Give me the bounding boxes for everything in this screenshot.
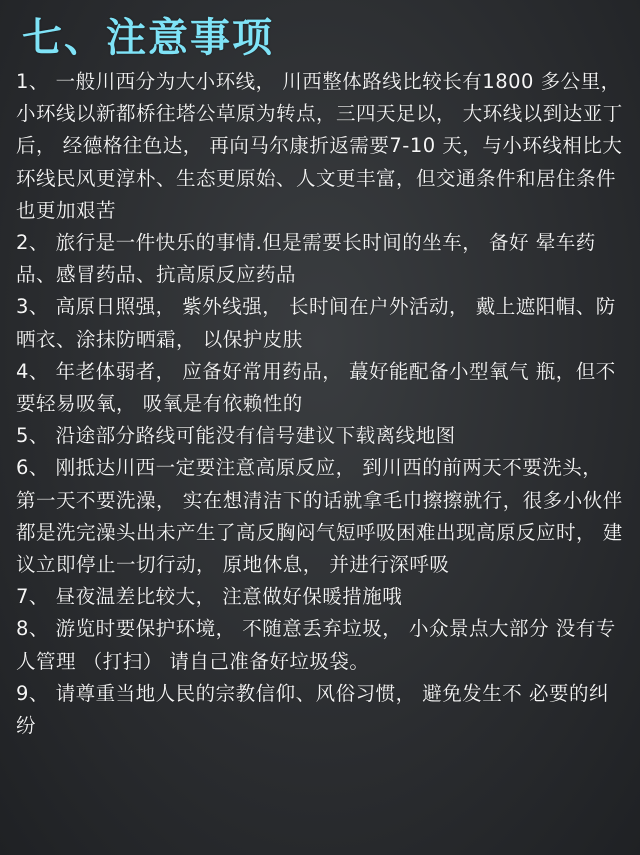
note-item-7: 7、 昼夜温差比较大， 注意做好保暖措施哦: [16, 585, 403, 609]
note-item-3: 3、 高原日照强， 紫外线强， 长时间在户外活动， 戴上遮阳帽、防晒衣、涂抹防晒霜， 以保护皮肤: [16, 295, 616, 351]
notes-list: [16, 66, 626, 742]
note-item-8: 8、 游览时要保护环境， 不随意丢弃垃圾， 小众景点大部分 没有专人管理 （打扫） 请自己准备好垃圾袋。: [16, 617, 616, 673]
note-item-6: 6、 刚抵达川西一定要注意高原反应， 到川西的前两天不要洗头， 第一天不要洗澡， 实在想清洁下的话就拿毛巾擦擦就行，很多小伙伴都是洗完澡头出未产生了高反胸闷气短呼吸困难出现高原反应时， 建议立即停止一切行动， 原地休息， 并进行深呼吸: [16, 456, 623, 577]
note-item-2: 2、 旅行是一件快乐的事情.但是需要长时间的坐车， 备好 晕车药品、感冒药品、抗高原反应药品: [16, 231, 596, 287]
note-item-1: 1、 一般川西分为大小环线， 川西整体路线比较长有1800 多公里， 小环线以新都桥往塔公草原为转点，三四天足以， 大环线以到达亚丁后， 经德格往色达， 再向马尔康折返需要7-10 天，与小环线相比大环线民风更淳朴、生态更原始、人文更丰富，但交通条件和居住条件也更加艰苦: [16, 70, 623, 222]
note-item-5: 5、 沿途部分路线可能没有信号建议下载离线地图: [16, 424, 456, 448]
note-item-4: 4、 年老体弱者， 应备好常用药品， 蕞好能配备小型氧气 瓶，但不要轻易吸氧， 吸氧是有依赖性的: [16, 359, 616, 416]
section-title: 七、注意事项: [22, 15, 274, 61]
note-item-9: 9、 请尊重当地人民的宗教信仰、风俗习惯， 避免发生不 必要的纠纷: [16, 681, 610, 738]
